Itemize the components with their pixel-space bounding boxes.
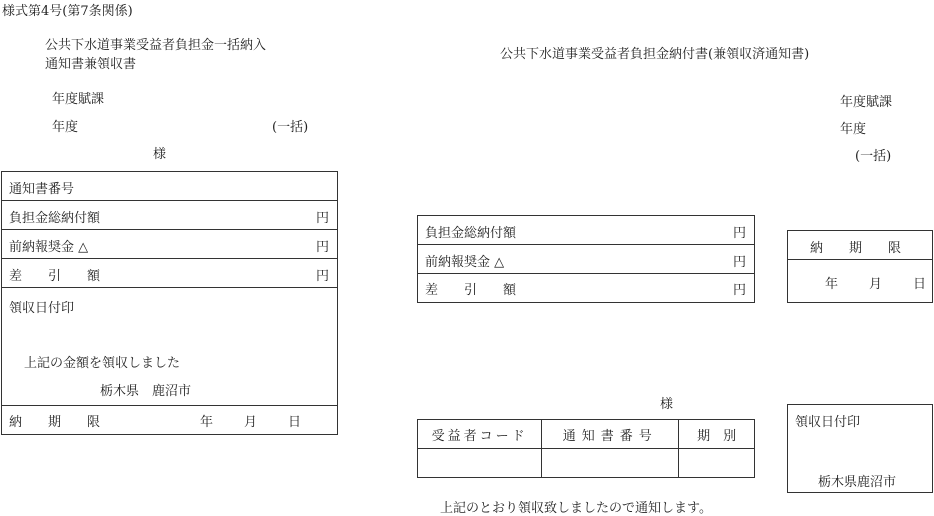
right-amount-box [417,215,755,303]
right-prepayment-incentive-yen: 円 [732,255,746,270]
receipt-area [2,288,337,406]
total-payment-label: 負担金総納付額 [9,211,101,226]
prepayment-incentive-row [2,230,337,259]
right-total-payment-label: 負担金総納付額 [425,226,517,241]
right-lump-sum: (一括) [855,149,892,164]
right-footer-note: 上記のとおり領収致しましたので通知します。 [440,501,712,516]
prepayment-incentive-label: 前納報奨金 △ [9,240,89,255]
right-due-day: 日 [913,277,927,292]
due-year: 年 [200,415,214,430]
right-difference-label: 差 引 額 [425,283,517,298]
notice-number-header: 通知書番号 [542,420,679,449]
due-day: 日 [288,415,302,430]
right-difference-row [418,274,754,302]
right-due-year: 年 [825,277,839,292]
total-payment-row [2,201,337,230]
difference-yen: 円 [315,269,329,284]
right-total-payment-row [418,216,754,245]
left-title-line2: 通知書兼領収書 [45,57,137,72]
right-prepayment-incentive-label: 前納報奨金 △ [425,255,505,270]
left-sama: 様 [153,147,167,162]
right-difference-yen: 円 [732,283,746,298]
right-due-month: 月 [869,277,883,292]
right-receipt-stamp-label: 領収日付印 [795,415,861,430]
left-title-line1: 公共下水道事業受益者負担金一括納入 [45,38,267,53]
left-fiscal-assessment: 年度賦課 [52,92,105,107]
receipt-stamp-label: 領収日付印 [9,301,75,316]
beneficiary-code-cell[interactable] [418,449,542,478]
period-header: 期 別 [679,420,755,449]
form-number: 様式第4号(第7条関係) [2,4,133,19]
notice-number-label: 通知書番号 [9,182,75,197]
right-receipt-issuer: 栃木県鹿沼市 [818,475,897,490]
due-month: 月 [244,415,258,430]
due-date-label: 納 期 限 [9,415,101,430]
right-due-label: 納 期 限 [810,241,902,256]
right-prepayment-incentive-row [418,245,754,274]
prepayment-incentive-yen: 円 [315,240,329,255]
receipt-issuer: 栃木県 鹿沼市 [100,384,192,399]
left-notice-box [1,171,338,435]
beneficiary-code-header: 受益者コード [418,420,542,449]
right-due-box [787,230,933,303]
due-date-row [2,406,337,434]
left-fiscal-year: 年度 [52,120,79,135]
right-fiscal-year: 年度 [840,122,867,137]
right-due-header [788,231,932,260]
left-lump-sum: (一括) [272,120,309,135]
difference-label: 差 引 額 [9,269,101,284]
notice-number-row [2,172,337,201]
right-receipt-box [787,404,933,493]
notice-number-cell[interactable] [542,449,679,478]
total-payment-yen: 円 [315,211,329,226]
right-sama: 様 [660,397,674,412]
right-total-payment-yen: 円 [732,226,746,241]
code-table [417,419,755,478]
period-cell[interactable] [679,449,755,478]
right-fiscal-assessment: 年度賦課 [840,95,893,110]
difference-row [2,259,337,288]
receipt-message: 上記の金額を領収しました [24,356,181,371]
right-title: 公共下水道事業受益者負担金納付書(兼領収済通知書) [500,47,810,62]
